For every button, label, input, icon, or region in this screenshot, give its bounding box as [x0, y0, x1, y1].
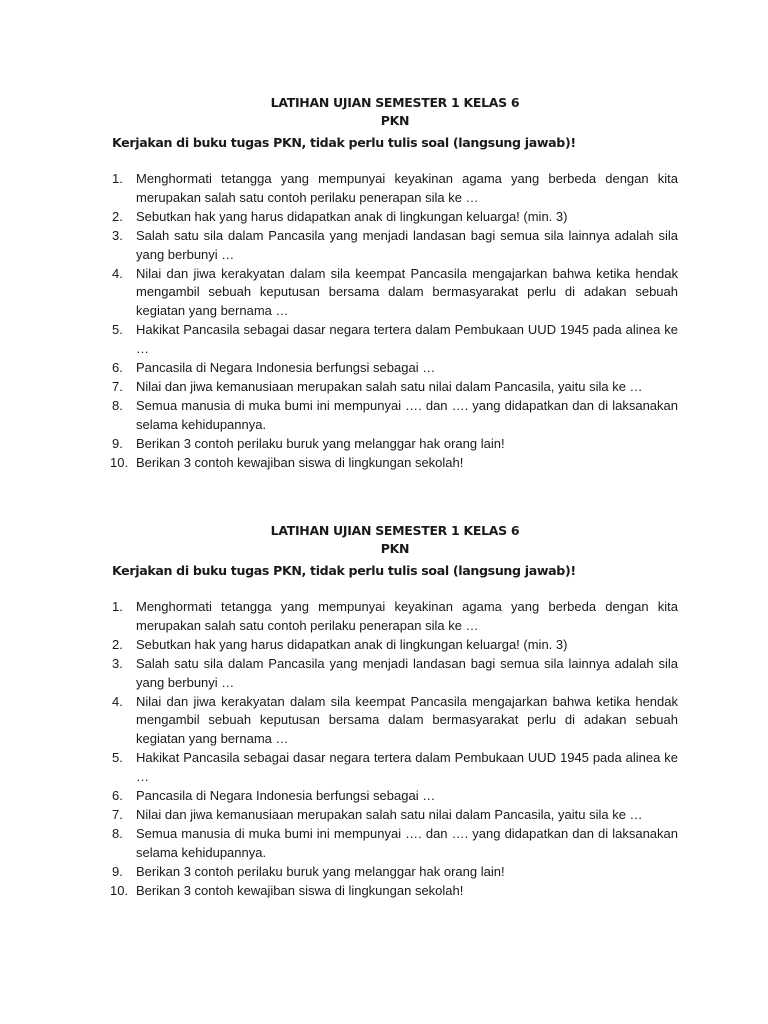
question-number: 8. [112, 397, 123, 413]
question-text: Menghormati tetangga yang mempunyai keyakinan agama yang berbeda dengan kita merupakan salah satu contoh perilaku penerapan sila ke … [136, 171, 678, 205]
question-text: Semua manusia di muka bumi ini mempunyai …. dan …. yang didapatkan dan di laksanakan selama kehidupannya. [136, 397, 678, 432]
question-number: 5. [112, 322, 123, 338]
question-item [112, 693, 678, 750]
question-text: Berikan 3 contoh kewajiban siswa di lingkungan sekolah! [136, 454, 464, 470]
exam-instruction: Kerjakan di buku tugas PKN, tidak perlu tulis soal (langsung jawab)! [112, 135, 576, 150]
question-text: Berikan 3 contoh perilaku buruk yang melanggar hak orang lain! [136, 435, 505, 451]
question-number: 1. [112, 599, 123, 614]
question-number: 7. [112, 806, 123, 822]
question-text: Nilai dan jiwa kemanusiaan merupakan salah satu nilai dalam Pancasila, yaitu sila ke … [136, 378, 643, 394]
question-item [112, 359, 678, 378]
question-number: 4. [112, 693, 123, 709]
question-number: 2. [112, 636, 123, 652]
question-text: Hakikat Pancasila sebagai dasar negara tertera dalam Pembukaan UUD 1945 pada alinea ke … [136, 322, 678, 357]
exam-instruction: Kerjakan di buku tugas PKN, tidak perlu tulis soal (langsung jawab)! [112, 563, 576, 578]
question-text: Salah satu sila dalam Pancasila yang menjadi landasan bagi semua sila lainnya adalah sila yang berbunyi … [136, 227, 678, 262]
question-number: 5. [112, 750, 123, 766]
question-text: Nilai dan jiwa kemanusiaan merupakan salah satu nilai dalam Pancasila, yaitu sila ke … [136, 806, 643, 822]
question-text: Sebutkan hak yang harus didapatkan anak di lingkungan keluarga! (min. 3) [136, 636, 568, 652]
question-text: Pancasila di Negara Indonesia berfungsi sebagai … [136, 360, 436, 376]
question-number: 3. [112, 655, 123, 671]
question-number: 2. [112, 208, 123, 224]
question-item [112, 863, 678, 882]
question-list [112, 170, 678, 473]
question-number: 1. [112, 171, 123, 186]
question-item [112, 636, 678, 655]
question-item [112, 265, 678, 322]
question-item [112, 787, 678, 806]
question-text: Semua manusia di muka bumi ini mempunyai …. dan …. yang didapatkan dan di laksanakan selama kehidupannya. [136, 825, 678, 860]
question-item [112, 208, 678, 227]
question-text: Hakikat Pancasila sebagai dasar negara tertera dalam Pembukaan UUD 1945 pada alinea ke … [136, 750, 678, 785]
question-number: 8. [112, 825, 123, 841]
question-item [112, 598, 678, 636]
question-item [112, 655, 678, 693]
exam-sheet-2 [112, 522, 678, 901]
question-text: Berikan 3 contoh perilaku buruk yang melanggar hak orang lain! [136, 863, 505, 879]
question-number: 10. [110, 882, 129, 898]
exam-sheet-1 [112, 94, 678, 473]
question-number: 10. [110, 454, 129, 470]
exam-subject: PKN [380, 113, 410, 128]
question-text: Nilai dan jiwa kerakyatan dalam sila keempat Pancasila mengajarkan bahwa ketika hendak mengambil sebuah keputusan bersama dalam bermasyarakat perlu di adakan sebuah kegiatan yang bernama … [136, 693, 678, 747]
question-number: 9. [112, 863, 123, 879]
question-number: 9. [112, 435, 123, 451]
question-item [112, 882, 678, 901]
question-item [112, 749, 678, 787]
question-item [112, 806, 678, 825]
question-item [112, 378, 678, 397]
question-text: Menghormati tetangga yang mempunyai keyakinan agama yang berbeda dengan kita merupakan salah satu contoh perilaku penerapan sila ke … [136, 599, 678, 633]
question-number: 6. [112, 360, 123, 376]
question-number: 4. [112, 265, 123, 281]
question-number: 6. [112, 788, 123, 804]
question-item [112, 227, 678, 265]
question-text: Berikan 3 contoh kewajiban siswa di lingkungan sekolah! [136, 882, 464, 898]
exam-title: LATIHAN UJIAN SEMESTER 1 KELAS 6 [270, 95, 520, 110]
question-item [112, 397, 678, 435]
question-item [112, 825, 678, 863]
question-item [112, 454, 678, 473]
question-text: Nilai dan jiwa kerakyatan dalam sila keempat Pancasila mengajarkan bahwa ketika hendak mengambil sebuah keputusan bersama dalam bermasyarakat perlu di adakan sebuah kegiatan yang bernama … [136, 265, 678, 319]
question-list [112, 598, 678, 901]
question-item [112, 170, 678, 208]
exam-title: LATIHAN UJIAN SEMESTER 1 KELAS 6 [270, 523, 520, 538]
question-item [112, 321, 678, 359]
question-item [112, 435, 678, 454]
question-text: Pancasila di Negara Indonesia berfungsi sebagai … [136, 788, 436, 804]
question-number: 7. [112, 378, 123, 394]
exam-subject: PKN [380, 541, 410, 556]
question-text: Salah satu sila dalam Pancasila yang menjadi landasan bagi semua sila lainnya adalah sila yang berbunyi … [136, 655, 678, 690]
question-number: 3. [112, 227, 123, 243]
question-text: Sebutkan hak yang harus didapatkan anak di lingkungan keluarga! (min. 3) [136, 208, 568, 224]
